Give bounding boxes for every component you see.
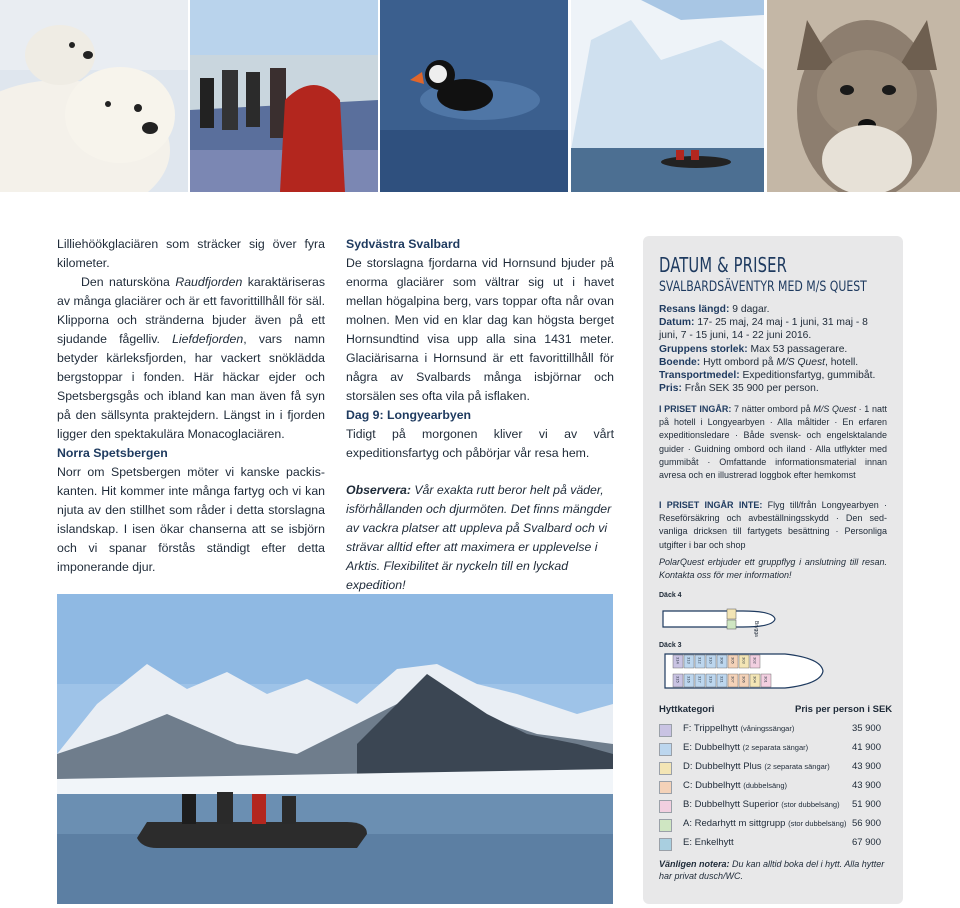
cabin-type-label: A: Redarhytt m sittgrupp (stor dubbelsäng) <box>683 818 847 829</box>
price-header: Pris per person i SEK <box>795 704 893 715</box>
route-note: Observera: Vår exakta rutt beror helt på väder, isförhållanden och djurmöten. Det finns mängder av vackra platser att uppleva på Svalbard och vi strävar alltid efter att maximera er upplevelse i Arktis. Flexibilitet är nyckeln till en lyckad expedition! <box>346 483 612 592</box>
deck4-plan <box>659 601 779 637</box>
cabin-category-header: Hyttkategori <box>659 704 715 715</box>
polar-bears-photo <box>0 0 188 192</box>
cabin-color-swatch <box>659 781 672 794</box>
trip-length: Resans längd: 9 dagar. <box>659 304 770 315</box>
trip-dates: Datum: 17- 25 maj, 24 maj - 1 juni, 31 maj - 8 juni, 7 - 15 juni, 14 - 22 juni 2016. <box>659 317 868 342</box>
cabin-price-row <box>659 742 883 758</box>
text-column-left <box>57 235 325 577</box>
cabin-number: 312 <box>697 657 703 664</box>
paragraph: Norr om Spetsbergen möter vi kanske packis-kanten. Hit kommer inte många fartyg och vi kan njuta av den stillhet som råder i detta storslagna islandskap. I isen ökar chanserna att se isbjörn och vi spanar förstås ständigt efter detta imponerande djur. <box>57 465 325 574</box>
cabin-number: 304 <box>752 676 758 683</box>
panel-title: DATUM & PRISER <box>659 253 788 277</box>
cabin-price: 51 900 <box>851 799 881 810</box>
cabin-number: 301 <box>763 676 769 683</box>
cabin-number: 302 <box>752 657 758 664</box>
cabin-color-swatch <box>659 819 672 832</box>
cabin-number: 310 <box>708 657 714 664</box>
cabin-number: 317 <box>697 676 703 683</box>
transport: Transportmedel: Expeditionsfartyg, gummibåt. <box>659 370 876 382</box>
cabin-number: 315 <box>675 676 681 683</box>
section-heading: Norra Spetsbergen <box>57 446 168 460</box>
puffin-photo <box>380 0 568 192</box>
cabin-price-row <box>659 837 883 853</box>
cabin-number: 316 <box>686 676 692 683</box>
mountains-zodiac-photo <box>57 594 613 904</box>
paragraph: De storslagna fjordarna vid Hornsund bjuder på enorma glaciärer som vältrar sig ut i havet mellan högalpina berg, vars toppar ofta når ovan molnen. Men vid en klar dag kan högsta berget Hornsundtind visa upp alla sina 1431 meter. Glaciärisarna i Hornsund är ett favorittillhåll för några av Svalbards många isbjörnar och storsälen ses ofta vila på isflaken. <box>346 256 614 403</box>
cabin-price-row <box>659 780 883 796</box>
cabin-price: 67 900 <box>851 837 881 848</box>
cabin-price: 56 900 <box>851 818 881 829</box>
cabin-type-label: D: Dubbelhytt Plus (2 separata sängar) <box>683 761 830 772</box>
cabin-color-swatch <box>659 762 672 775</box>
cabin-price-row <box>659 818 883 834</box>
ship-deck-passengers-photo <box>190 0 378 192</box>
included-list: I PRISET INGÅR: 7 nätter ombord på M/S Quest · 1 natt på hotell i Longyearbyen · Alla måltider · En erfaren expeditionsledare · Både svensk- och engelsktalande guider · Guidning ombord och iland · Alla utflykter med gummibåt · Omfattande informationsmaterial innan avresa och en illustrerad loggbok efter hemkomst <box>659 404 887 481</box>
cabin-number: 314 <box>675 657 681 664</box>
cabin-number: 305 <box>730 657 736 664</box>
cabin-type-label: F: Trippelhytt (våningssängar) <box>683 723 795 734</box>
cabin-number: 319 <box>708 676 714 683</box>
text-column-middle <box>346 235 614 463</box>
group-flight-note: PolarQuest erbjuder ett gruppflyg i anslutning till resan. Kontakta oss för mer information! <box>659 557 887 581</box>
cabin-number: 306 <box>741 676 747 683</box>
paragraph: Lilliehöökglaciären som sträcker sig över fyra kilometer. <box>57 237 325 270</box>
panel-subtitle: SVALBARDSÄVENTYR MED M/S QUEST <box>659 279 867 295</box>
cabin-color-swatch <box>659 724 672 737</box>
bridge-label: Brygga <box>753 621 759 637</box>
glacier-zodiac-photo <box>571 0 764 192</box>
section-heading: Dag 9: Longyearbyen <box>346 408 472 422</box>
cabin-type-label: B: Dubbelhytt Superior (stor dubbelsäng) <box>683 799 840 810</box>
price: Pris: Från SEK 35 900 per person. <box>659 383 819 395</box>
cabin-color-swatch <box>659 800 672 813</box>
cabin-number: 321 <box>719 676 725 683</box>
cabin-type-label: E: Dubbelhytt (2 separata sängar) <box>683 742 809 753</box>
deck3-plan <box>659 650 824 692</box>
accommodation: Boende: Hytt ombord på M/S Quest, hotell. <box>659 356 859 368</box>
cabin-number: 313 <box>686 657 692 664</box>
section-heading: Sydvästra Svalbard <box>346 237 461 251</box>
trip-details <box>659 303 887 395</box>
arctic-fox-photo <box>767 0 960 192</box>
cabin-price-row <box>659 799 883 815</box>
paragraph: Tidigt på morgonen kliver vi av vårt expeditionsfartyg och påbörjar vår resa hem. <box>346 427 614 460</box>
deck3-label: Däck 3 <box>659 642 682 649</box>
cabin-number: 308 <box>719 657 725 664</box>
cabin-price: 43 900 <box>851 780 881 791</box>
cabin-price: 35 900 <box>851 723 881 734</box>
cabin-number: 307 <box>730 676 736 683</box>
cabin-type-label: C: Dubbelhytt (dubbelsäng) <box>683 780 787 791</box>
cabin-price-row <box>659 761 883 777</box>
deck4-label: Däck 4 <box>659 592 682 599</box>
cabin-price: 41 900 <box>851 742 881 753</box>
cabin-number: 303 <box>741 657 747 664</box>
booking-note: Vänligen notera: Du kan alltid boka del i hytt. Alla hytter har privat dusch/WC. <box>659 859 885 881</box>
not-included-list: I PRISET INGÅR INTE: Flyg till/från Longyearbyen · Reseförsäkring och avbeställningsskydd · Den sed-vanliga dricksen till fartygets besättning · Personliga utgifter i bar och shop <box>659 500 887 550</box>
cabin-type-label: E: Enkelhytt <box>683 837 734 848</box>
group-size: Gruppens storlek: Max 53 passagerare. <box>659 343 848 355</box>
paragraph: Den natursköna Raudfjorden karaktäriseras av många glaciärer och är ett favorittillhåll för säl. Klipporna och stränderna bjuder även på ett sjudande fågelliv. Liefdefjorden, vars namn betyder kärleksfjorden, har vackert snöklädda bergstoppar i fonden. Här häckar ejder och Spetsbergsgås och ibland kan man även få syn på den sällsynta praktejdern. Längst in i fjorden ligger den spektakulära Monacoglaciären. <box>57 275 326 441</box>
cabin-price-row <box>659 723 883 739</box>
cabin-color-swatch <box>659 838 672 851</box>
cabin-price: 43 900 <box>851 761 881 772</box>
cabin-color-swatch <box>659 743 672 756</box>
